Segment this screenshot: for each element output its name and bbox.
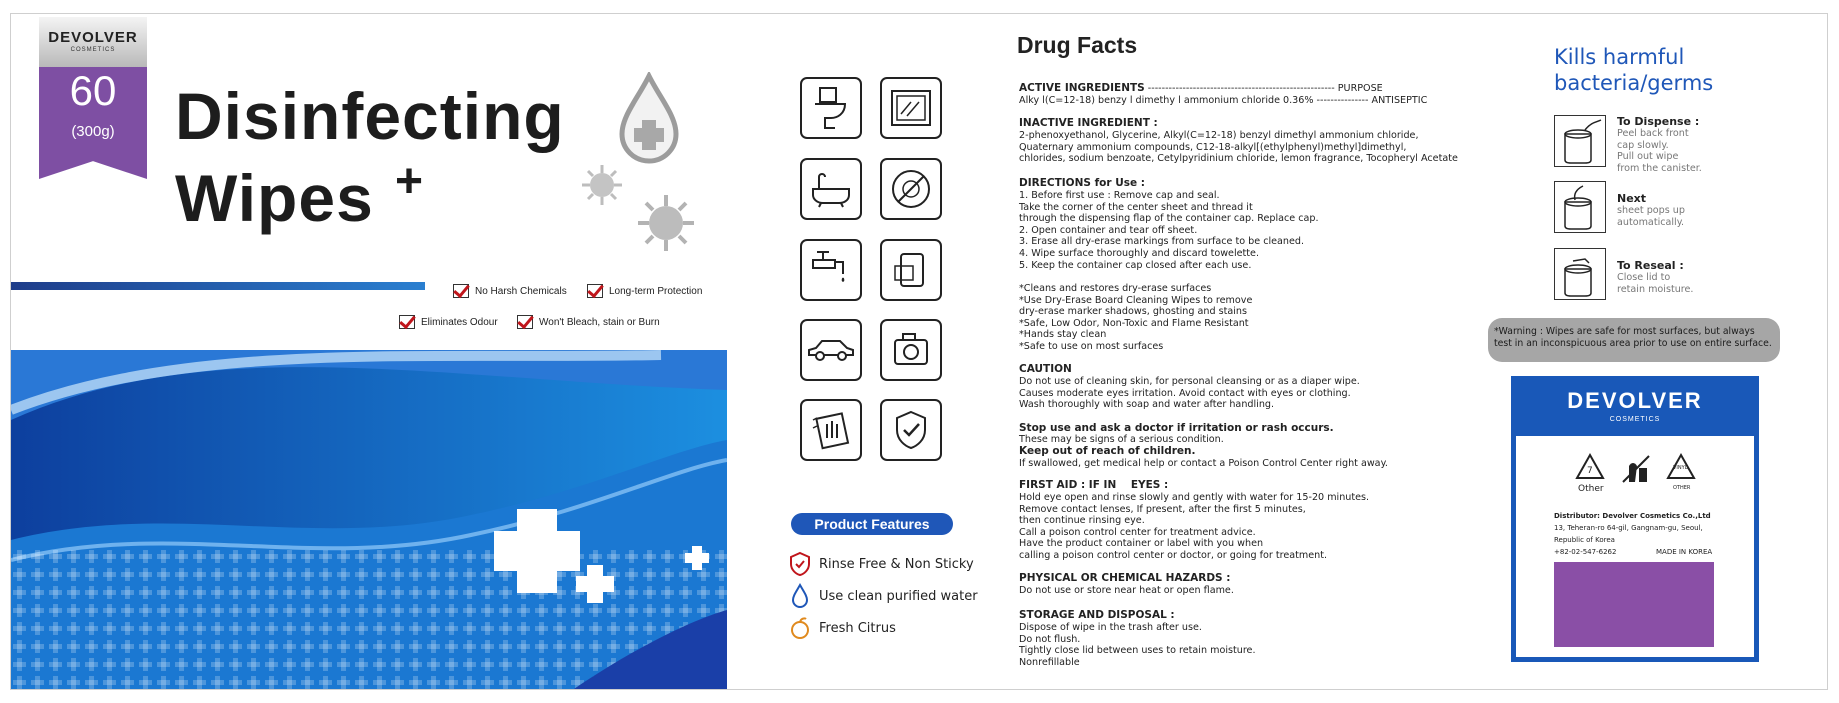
shield-icon <box>789 551 811 577</box>
storage-text: Dispose of wipe in the trash after use. Do not flush. Tightly close lid between uses to retain moisture. Nonrefillable <box>1019 622 1256 668</box>
feature-text: Fresh Citrus <box>819 620 896 636</box>
address-line1: 13, Teheran-ro 64-gil, Gangnam-gu, Seoul, <box>1554 524 1703 532</box>
water-drop-icon <box>789 583 811 609</box>
checkbox-icon <box>517 315 533 329</box>
stop-use-heading-text: Stop use and ask a doctor if irritation or rash occurs. <box>1019 422 1334 434</box>
stop-use-text: These may be signs of a serious condition. <box>1019 434 1224 445</box>
window-icon <box>880 77 942 139</box>
barcode-area <box>1554 562 1714 647</box>
made-in: MADE IN KOREA <box>1656 548 1713 556</box>
wipe-count: 60 <box>69 67 117 114</box>
claim-no-harsh-chemicals <box>453 284 567 298</box>
net-weight: (300g) <box>71 123 115 140</box>
active-purpose: ------------------------------------------------------ PURPOSE <box>1144 83 1383 94</box>
recycle-number: 7 <box>1587 466 1593 476</box>
wiping-hand-icon <box>800 399 862 461</box>
claim-long-term-protection <box>587 284 702 298</box>
storage-heading-text: STORAGE AND DISPOSAL : <box>1019 609 1175 621</box>
step-reseal-title: To Reseal : <box>1617 259 1684 272</box>
caution-heading <box>1019 364 1072 376</box>
recycle-other-label: OTHER <box>1673 485 1691 491</box>
checkbox-icon <box>399 315 415 329</box>
brand-name: DEVOLVER <box>48 29 138 46</box>
claim-eliminates-odour <box>399 315 498 329</box>
warning-note: *Warning : Wipes are safe for most surfaces, but always test in an inconspicuous area prior to use on entire surface. <box>1488 318 1780 362</box>
kills-line2: bacteria/germs <box>1554 71 1714 95</box>
claim-text: Long-term Protection <box>609 285 703 297</box>
notes-text: *Cleans and restores dry-erase surfaces *Use Dry-Erase Board Cleaning Wipes to remove dry-erase marker shadows, ghosting and stains *Safe, Low Odor, Non-Toxic and Flame Resistant *Hands stay clean *Safe to use on most surfaces <box>1019 283 1253 352</box>
camera-icon <box>880 319 942 381</box>
distributor-info <box>1516 436 1754 657</box>
feature-text: Rinse Free & Non Sticky <box>819 556 974 572</box>
faucet-icon <box>800 239 862 301</box>
claim-text: Eliminates Odour <box>421 316 498 328</box>
claim-text: Won't Bleach, stain or Burn <box>539 316 660 328</box>
directions-heading-text: DIRECTIONS for Use : <box>1019 177 1145 189</box>
step-next-text: sheet pops up automatically. <box>1617 205 1685 228</box>
feature-fresh-citrus <box>789 615 896 641</box>
reseal-illustration-icon <box>1554 248 1606 300</box>
step-next-title: Next <box>1617 192 1647 205</box>
active-line: Alky l(C=12-18) benzy l dimethy l ammonium chloride 0.36% --------------- ANTISEPTIC <box>1019 95 1428 106</box>
wave-panel <box>11 350 727 690</box>
step-reseal-text: Close lid to retain moisture. <box>1617 272 1694 295</box>
inactive-heading-text: INACTIVE INGREDIENT : <box>1019 117 1158 129</box>
storage-heading <box>1019 610 1175 622</box>
keep-out-heading-text: Keep out of reach of children. <box>1019 445 1196 457</box>
directions-heading <box>1019 178 1145 190</box>
recycle-vinyl-label: VINYL <box>1673 465 1688 471</box>
caution-heading-text: CAUTION <box>1019 363 1072 375</box>
virus-icon <box>635 192 697 254</box>
bathtub-icon <box>800 158 862 220</box>
feature-purified-water <box>789 583 978 609</box>
claim-wont-bleach <box>517 315 660 329</box>
hazards-heading <box>1019 573 1230 585</box>
checkbox-icon <box>587 284 603 298</box>
distributor-name: Distributor: Devolver Cosmetics Co.,Ltd <box>1554 512 1711 520</box>
keep-out-heading <box>1019 446 1196 458</box>
phone-number: +82-02-547-6262 <box>1554 548 1617 556</box>
toilet-icon <box>800 77 862 139</box>
drug-facts-title: Drug Facts <box>1017 32 1138 58</box>
step-dispense-text: Peel back front cap slowly. Pull out wipe from the canister. <box>1617 128 1702 174</box>
stop-use-heading <box>1019 423 1334 435</box>
virus-icon <box>579 162 625 208</box>
kills-heading <box>1554 44 1713 96</box>
first-aid-heading-text: FIRST AID : IF IN EYES : <box>1019 479 1169 491</box>
step-dispense-title: To Dispense : <box>1617 115 1700 128</box>
recycle-label: Other <box>1578 484 1604 494</box>
car-icon <box>800 319 862 381</box>
brand-ribbon <box>39 17 147 179</box>
citrus-icon <box>789 615 811 641</box>
product-plus: + <box>395 155 424 208</box>
keep-out-text: If swallowed, get medical help or contact a Poison Control Center right away. <box>1019 458 1388 469</box>
first-aid-text: Hold eye open and rinse slowly and gently with water for 15-20 minutes. Remove contact lenses, If present, after the first 5 minutes, then continue rinsing eye. Call a poison control center for treatment advice. Have the product container or label with you when calling a poison control center or doctor, or going for treatment. <box>1019 492 1370 561</box>
box-brand-subtitle: COSMETICS <box>1609 416 1661 423</box>
address-line2: Republic of Korea <box>1554 536 1615 544</box>
dispense-illustration-icon <box>1554 115 1606 167</box>
checkbox-icon <box>453 284 469 298</box>
product-label <box>10 13 1828 690</box>
hazards-text: Do not use or store near heat or open flame. <box>1019 585 1234 596</box>
inactive-text: 2-phenoxyethanol, Glycerine, Alkyl(C=12-18) benzyl dimethyl ammonium chloride, Quaternary ammonium compounds, C12-18-alkyl[(ethylphenyl)methyl]dimethyl, chlorides, sodium benzoate, Cetylpyridinium chloride, lemon fragrance, Tocopheryl Acetate <box>1019 130 1458 165</box>
product-title-line1: Disinfecting <box>175 79 565 153</box>
product-title-line2: Wipes <box>175 161 374 235</box>
accent-bar <box>11 282 425 290</box>
product-features-heading: Product Features <box>791 513 953 535</box>
caution-text: Do not use of cleaning skin, for personal cleansing or as a diaper wipe. Causes moderate eyes irritation. Avoid contact with eyes or clothing. Wash thoroughly with soap and water after handling. <box>1019 376 1360 411</box>
claim-text: No Harsh Chemicals <box>475 285 567 297</box>
wipe-tablet-icon <box>880 239 942 301</box>
no-germs-icon <box>880 158 942 220</box>
next-illustration-icon <box>1554 181 1606 233</box>
droplet-cross-icon <box>616 72 682 166</box>
inactive-heading <box>1019 118 1158 130</box>
feature-rinse-free <box>789 551 974 577</box>
no-littering-icon <box>1621 454 1651 484</box>
first-aid-heading <box>1019 480 1168 492</box>
shield-check-icon <box>880 399 942 461</box>
hazards-heading-text: PHYSICAL OR CHEMICAL HAZARDS : <box>1019 572 1231 584</box>
active-ingredients <box>1019 83 1383 95</box>
feature-text: Use clean purified water <box>819 588 978 604</box>
directions-text: 1. Before first use : Remove cap and seal. Take the corner of the center sheet and thread it through the dispensing flap of the container cap. Replace cap. 2. Open container and tear off sheet. 3. Erase all dry-erase markings from surface to be cleaned. 4. Wipe surface thoroughly and discard towelette. 5. Keep the container cap closed after each use. <box>1019 190 1319 271</box>
kills-line1: Kills harmful <box>1554 45 1685 69</box>
active-heading: ACTIVE INGREDIENTS <box>1019 82 1145 94</box>
brand-subtitle: COSMETICS <box>70 47 116 53</box>
distributor-panel <box>1511 376 1759 662</box>
box-brand-name: DEVOLVER <box>1567 388 1703 413</box>
